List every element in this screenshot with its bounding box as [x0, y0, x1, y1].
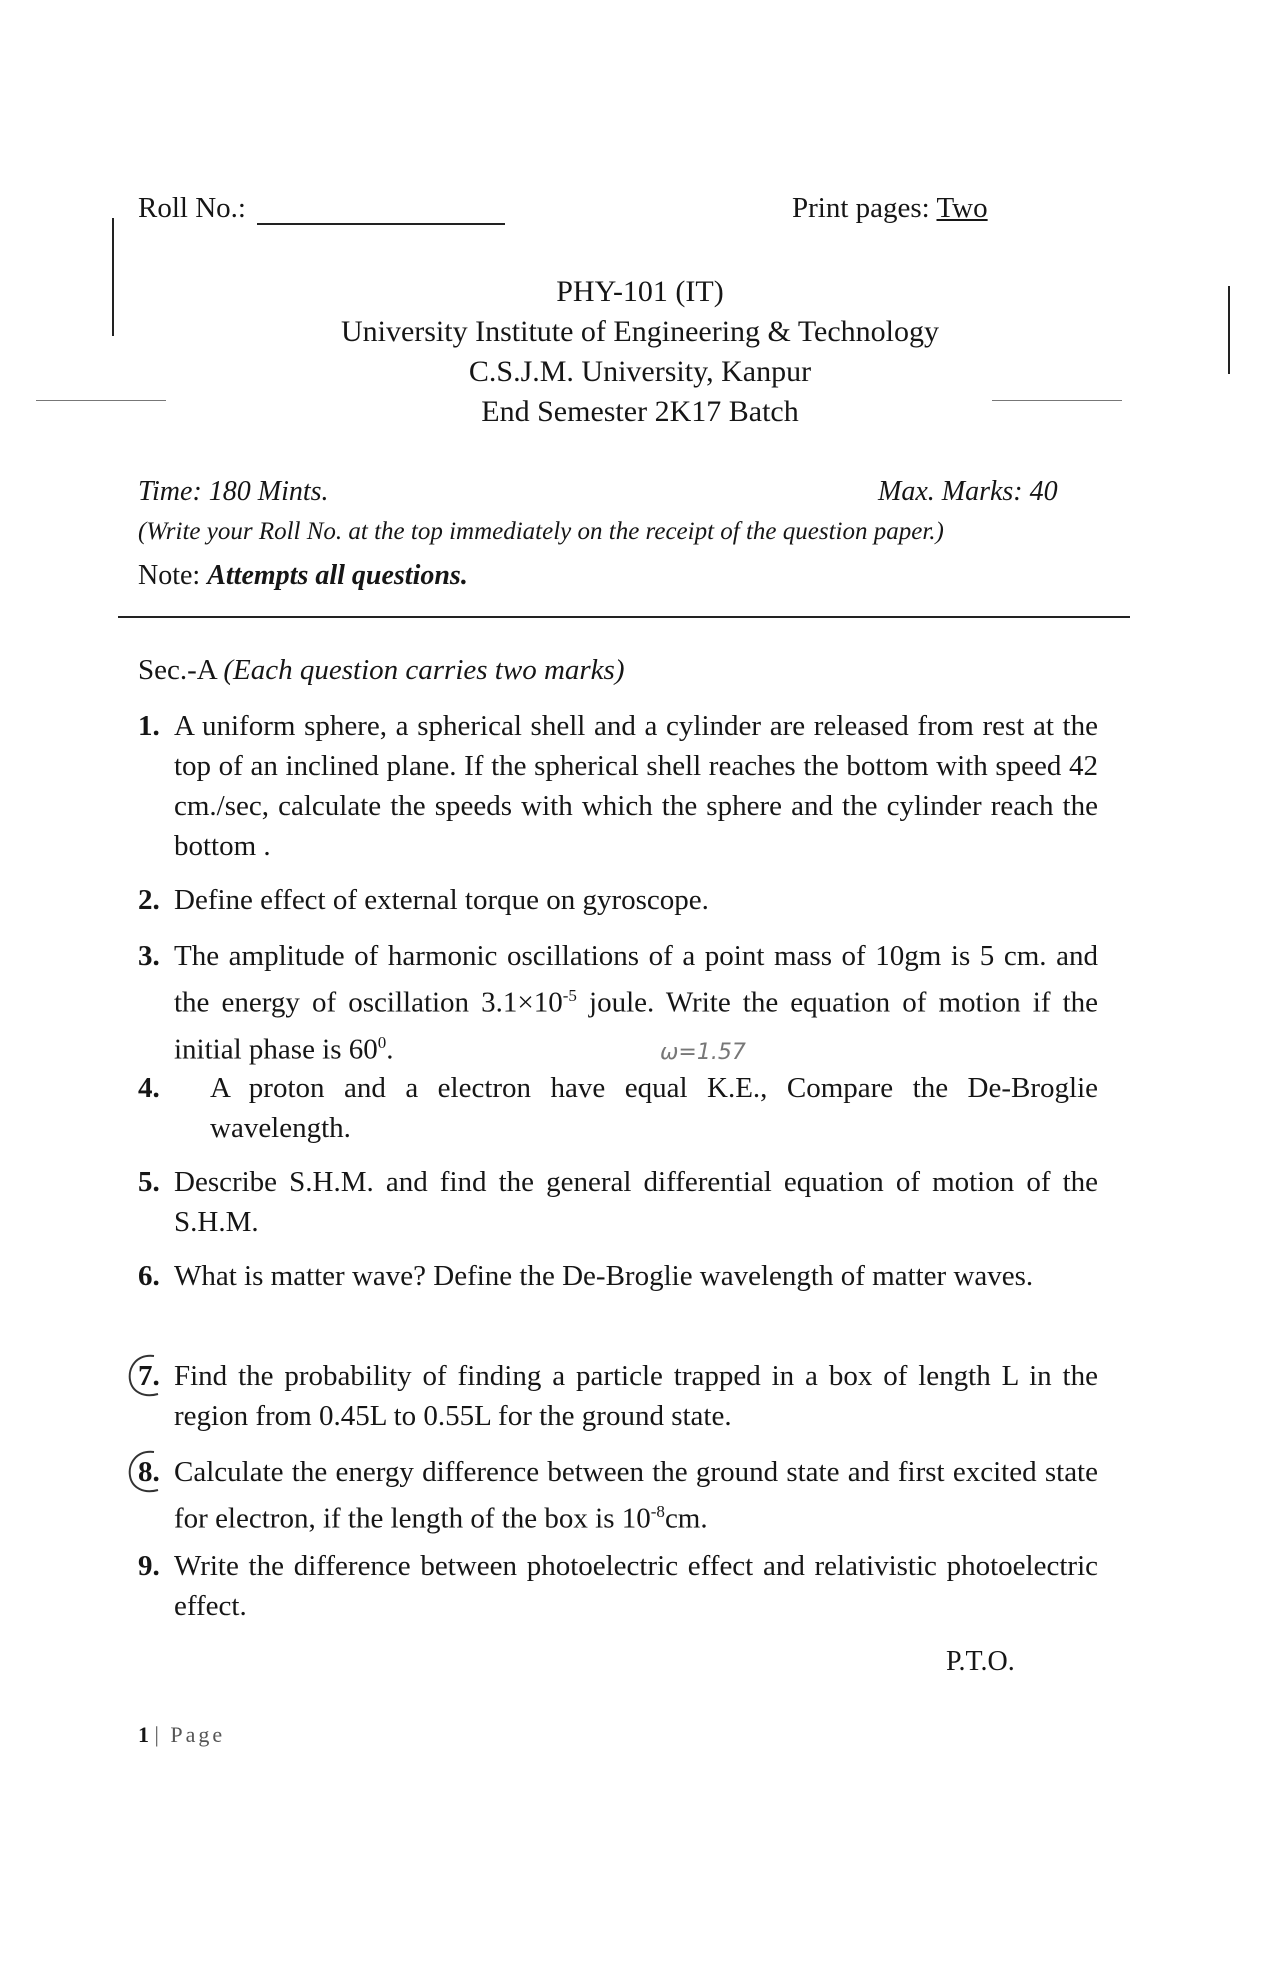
roll-no-label: Roll No.: — [138, 192, 246, 224]
question-3 — [138, 936, 1098, 1069]
institute-name: University Institute of Engineering & Technology — [340, 315, 940, 348]
instruction-text: (Write your Roll No. at the top immediately on the receipt of the question paper.) — [138, 518, 944, 545]
note-text: Attempts all questions. — [207, 560, 468, 591]
pto-mark: P.T.O. — [946, 1646, 1015, 1677]
university-name: C.S.J.M. University, Kanpur — [468, 355, 812, 388]
question-1 — [138, 706, 1098, 866]
question-number: 9. — [138, 1550, 160, 1582]
question-text: Define effect of external torque on gyroscope. — [174, 884, 709, 916]
page-label: | Page — [154, 1722, 226, 1747]
question-4 — [138, 1068, 1098, 1148]
page-number: 1 — [138, 1722, 149, 1747]
course-code: PHY-101 (IT) — [556, 275, 724, 308]
roll-no-blank — [257, 223, 505, 225]
title-block — [0, 272, 1280, 432]
section-subtitle: (Each question carries two marks) — [223, 654, 625, 686]
question-text: Describe S.H.M. and find the general differential equation of motion of the S.H.M. — [174, 1166, 1098, 1238]
section-heading — [138, 654, 625, 687]
circle-mark-q8 — [124, 1448, 170, 1498]
question-number: 3. — [138, 940, 160, 972]
time-info: Time: 180 Mints. — [138, 476, 329, 507]
question-number: 7. — [138, 1360, 160, 1392]
question-number: 2. — [138, 884, 160, 916]
question-number: 4. — [138, 1072, 160, 1104]
note-label: Note: — [138, 560, 201, 591]
circle-mark-q7 — [124, 1352, 170, 1402]
header-separator — [118, 616, 1130, 618]
question-number: 6. — [138, 1260, 160, 1292]
page-footer — [138, 1722, 225, 1748]
pencil-note: ω=1.57 — [660, 1040, 746, 1065]
note-line — [138, 560, 468, 592]
question-text: A uniform sphere, a spherical shell and a cylinder are released from rest at the top of an inclined plane. If the spherical shell reaches the bottom with speed 42 cm./sec, calculate the speeds with which the sphere and the cylinder reach the bottom . — [174, 710, 1098, 862]
exam-name: End Semester 2K17 Batch — [481, 395, 799, 428]
question-8 — [138, 1452, 1098, 1539]
section-title: Sec.-A — [138, 654, 217, 686]
question-6 — [138, 1256, 1098, 1296]
print-pages — [792, 192, 988, 225]
question-number: 8. — [138, 1456, 160, 1488]
question-number: 1. — [138, 710, 160, 742]
question-2 — [138, 880, 1098, 920]
question-text: Find the probability of finding a particle trapped in a box of length L in the region from 0.45L to 0.55L for the ground state. — [174, 1360, 1098, 1432]
max-marks: Max. Marks: 40 — [878, 476, 1058, 507]
question-7 — [138, 1356, 1098, 1436]
print-pages-value: Two — [936, 192, 988, 224]
print-pages-label: Print pages: — [792, 192, 930, 224]
question-9 — [138, 1546, 1098, 1626]
question-text: A proton and a electron have equal K.E., Compare the De-Broglie wavelength. — [210, 1072, 1098, 1144]
question-number: 5. — [138, 1166, 160, 1198]
question-text: What is matter wave? Define the De-Broglie wavelength of matter waves. — [174, 1260, 1034, 1292]
question-text: Calculate the energy difference between the ground state and first excited state for electron, if the length of the box is $10^{-8}cm$. — [174, 1456, 1098, 1535]
question-5 — [138, 1162, 1098, 1242]
roll-no-field — [138, 192, 505, 225]
question-text: Write the difference between photoelectric effect and relativistic photoelectric effect. — [174, 1550, 1098, 1622]
question-text: The amplitude of harmonic oscillations of a point mass of 10gm is 5 cm. and the energy of oscillation $3.1\times 10^{-5}$ joule. Write the equation of motion if the initial phase is $60^0$. — [174, 940, 1099, 1066]
